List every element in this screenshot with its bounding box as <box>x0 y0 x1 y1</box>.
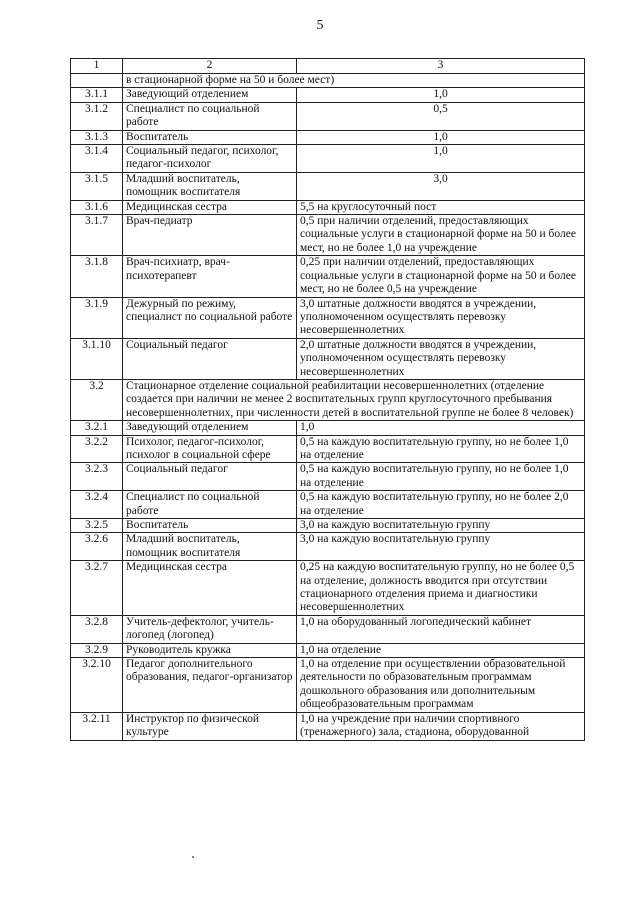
row-position: Заведующий отделением <box>123 88 297 102</box>
row-position: Руководитель кружка <box>123 643 297 657</box>
table-body <box>71 59 585 741</box>
section-row <box>71 379 585 420</box>
header-col-1: 1 <box>71 59 123 74</box>
row-norm: 0,5 при наличии отделений, предоставляющих социальные услуги в стационарной форме на 50 и более мест, но не более 1,0 на учреждение <box>297 215 585 256</box>
row-number: 3.1.10 <box>71 338 123 379</box>
row-norm: 3,0 <box>297 172 585 200</box>
row-position: Дежурный по режиму, специалист по социальной работе <box>123 297 297 338</box>
row-number: 3.2.1 <box>71 421 123 435</box>
continuation-row <box>71 74 585 88</box>
row-number: 3.1.5 <box>71 172 123 200</box>
row-position: Педагог дополнительного образования, педагог-организатор <box>123 658 297 713</box>
row-position: Инструктор по физической культуре <box>123 712 297 740</box>
row-norm: 3,0 на каждую воспитательную группу <box>297 533 585 561</box>
continuation-text: в стационарной форме на 50 и более мест) <box>123 74 585 88</box>
table-row <box>71 215 585 256</box>
header-col-2: 2 <box>123 59 297 74</box>
row-position: Младший воспитатель, помощник воспитателя <box>123 533 297 561</box>
row-number: 3.1.8 <box>71 256 123 297</box>
table-row <box>71 88 585 102</box>
row-position: Психолог, педагог-психолог, психолог в социальной сфере <box>123 435 297 463</box>
row-norm: 0,25 на каждую воспитательную группу, но не более 0,5 на отделение, должность вводится при отсутствии стационарного отделения приема и диагностики несовершеннолетних <box>297 561 585 616</box>
row-number: 3.2.10 <box>71 658 123 713</box>
row-number: 3.2.6 <box>71 533 123 561</box>
row-position: Учитель-дефектолог, учитель-логопед (логопед) <box>123 615 297 643</box>
row-position: Специалист по социальной работе <box>123 491 297 519</box>
row-position: Социальный педагог, психолог, педагог-психолог <box>123 145 297 173</box>
section-title: Стационарное отделение социальной реабилитации несовершеннолетних (отделение создается при наличии не менее 2 воспитательных групп круглосуточного пребывания несовершеннолетних, при численности детей в воспитательной группе не более 8 человек) <box>123 379 585 420</box>
table-row <box>71 519 585 533</box>
table-row <box>71 421 585 435</box>
header-col-3: 3 <box>297 59 585 74</box>
row-position: Заведующий отделением <box>123 421 297 435</box>
row-position: Врач-педиатр <box>123 215 297 256</box>
table-row <box>71 658 585 713</box>
table-row <box>71 102 585 130</box>
row-position: Медицинская сестра <box>123 561 297 616</box>
table-row <box>71 643 585 657</box>
row-number: 3.2.3 <box>71 463 123 491</box>
row-position: Младший воспитатель, помощник воспитателя <box>123 172 297 200</box>
table-row <box>71 561 585 616</box>
page-number: 5 <box>316 18 324 33</box>
row-position: Медицинская сестра <box>123 200 297 214</box>
row-norm: 0,25 при наличии отделений, предоставляющих социальные услуги в стационарной форме на 50 и более мест, но не более 0,5 на учреждение <box>297 256 585 297</box>
row-number: 3.2.5 <box>71 519 123 533</box>
row-norm: 2,0 штатные должности вводятся в учреждении, уполномоченном осуществлять перевозку несовершеннолетних <box>297 338 585 379</box>
row-number: 3.2.4 <box>71 491 123 519</box>
table-row <box>71 130 585 144</box>
row-position: Воспитатель <box>123 519 297 533</box>
table-row <box>71 145 585 173</box>
row-number: 3.1.1 <box>71 88 123 102</box>
row-norm: 1,0 на оборудованный логопедический кабинет <box>297 615 585 643</box>
table-row <box>71 200 585 214</box>
table-row <box>71 435 585 463</box>
row-norm: 1,0 <box>297 130 585 144</box>
row-position: Социальный педагог <box>123 463 297 491</box>
row-number: 3.1.9 <box>71 297 123 338</box>
row-norm: 1,0 на отделение при осуществлении образовательной деятельности по образовательным программам дошкольного образования или дополнительным общеобразовательным программам <box>297 658 585 713</box>
header-row <box>71 59 585 74</box>
row-norm: 1,0 <box>297 88 585 102</box>
staffing-table <box>70 58 585 741</box>
row-norm: 0,5 на каждую воспитательную группу, но не более 2,0 на отделение <box>297 491 585 519</box>
row-position: Воспитатель <box>123 130 297 144</box>
row-number: 3.2.7 <box>71 561 123 616</box>
row-number: 3.1.2 <box>71 102 123 130</box>
section-number: 3.2 <box>71 379 123 420</box>
table-row <box>71 712 585 740</box>
table-row <box>71 338 585 379</box>
row-norm: 0,5 <box>297 102 585 130</box>
row-norm: 1,0 <box>297 421 585 435</box>
row-number: 3.1.7 <box>71 215 123 256</box>
row-position: Врач-психиатр, врач-психотерапевт <box>123 256 297 297</box>
table-row <box>71 172 585 200</box>
row-norm: 1,0 на учреждение при наличии спортивного (тренажерного) зала, стадиона, оборудованной <box>297 712 585 740</box>
table-row <box>71 533 585 561</box>
row-position: Специалист по социальной работе <box>123 102 297 130</box>
row-number: 3.1.4 <box>71 145 123 173</box>
row-norm: 1,0 <box>297 145 585 173</box>
table-row <box>71 463 585 491</box>
table-row <box>71 256 585 297</box>
row-position: Социальный педагог <box>123 338 297 379</box>
scan-speck <box>192 856 194 858</box>
row-number: 3.1.6 <box>71 200 123 214</box>
row-number: 3.2.8 <box>71 615 123 643</box>
table-row <box>71 491 585 519</box>
row-norm: 3,0 штатные должности вводятся в учреждении, уполномоченном осуществлять перевозку несовершеннолетних <box>297 297 585 338</box>
row-number: 3.2.11 <box>71 712 123 740</box>
table-row <box>71 297 585 338</box>
row-norm: 5,5 на круглосуточный пост <box>297 200 585 214</box>
row-norm: 0,5 на каждую воспитательную группу, но не более 1,0 на отделение <box>297 463 585 491</box>
row-number: 3.1.3 <box>71 130 123 144</box>
row-norm: 3,0 на каждую воспитательную группу <box>297 519 585 533</box>
row-norm: 0,5 на каждую воспитательную группу, но не более 1,0 на отделение <box>297 435 585 463</box>
row-number: 3.2.9 <box>71 643 123 657</box>
table-row <box>71 615 585 643</box>
row-norm: 1,0 на отделение <box>297 643 585 657</box>
row-number: 3.2.2 <box>71 435 123 463</box>
